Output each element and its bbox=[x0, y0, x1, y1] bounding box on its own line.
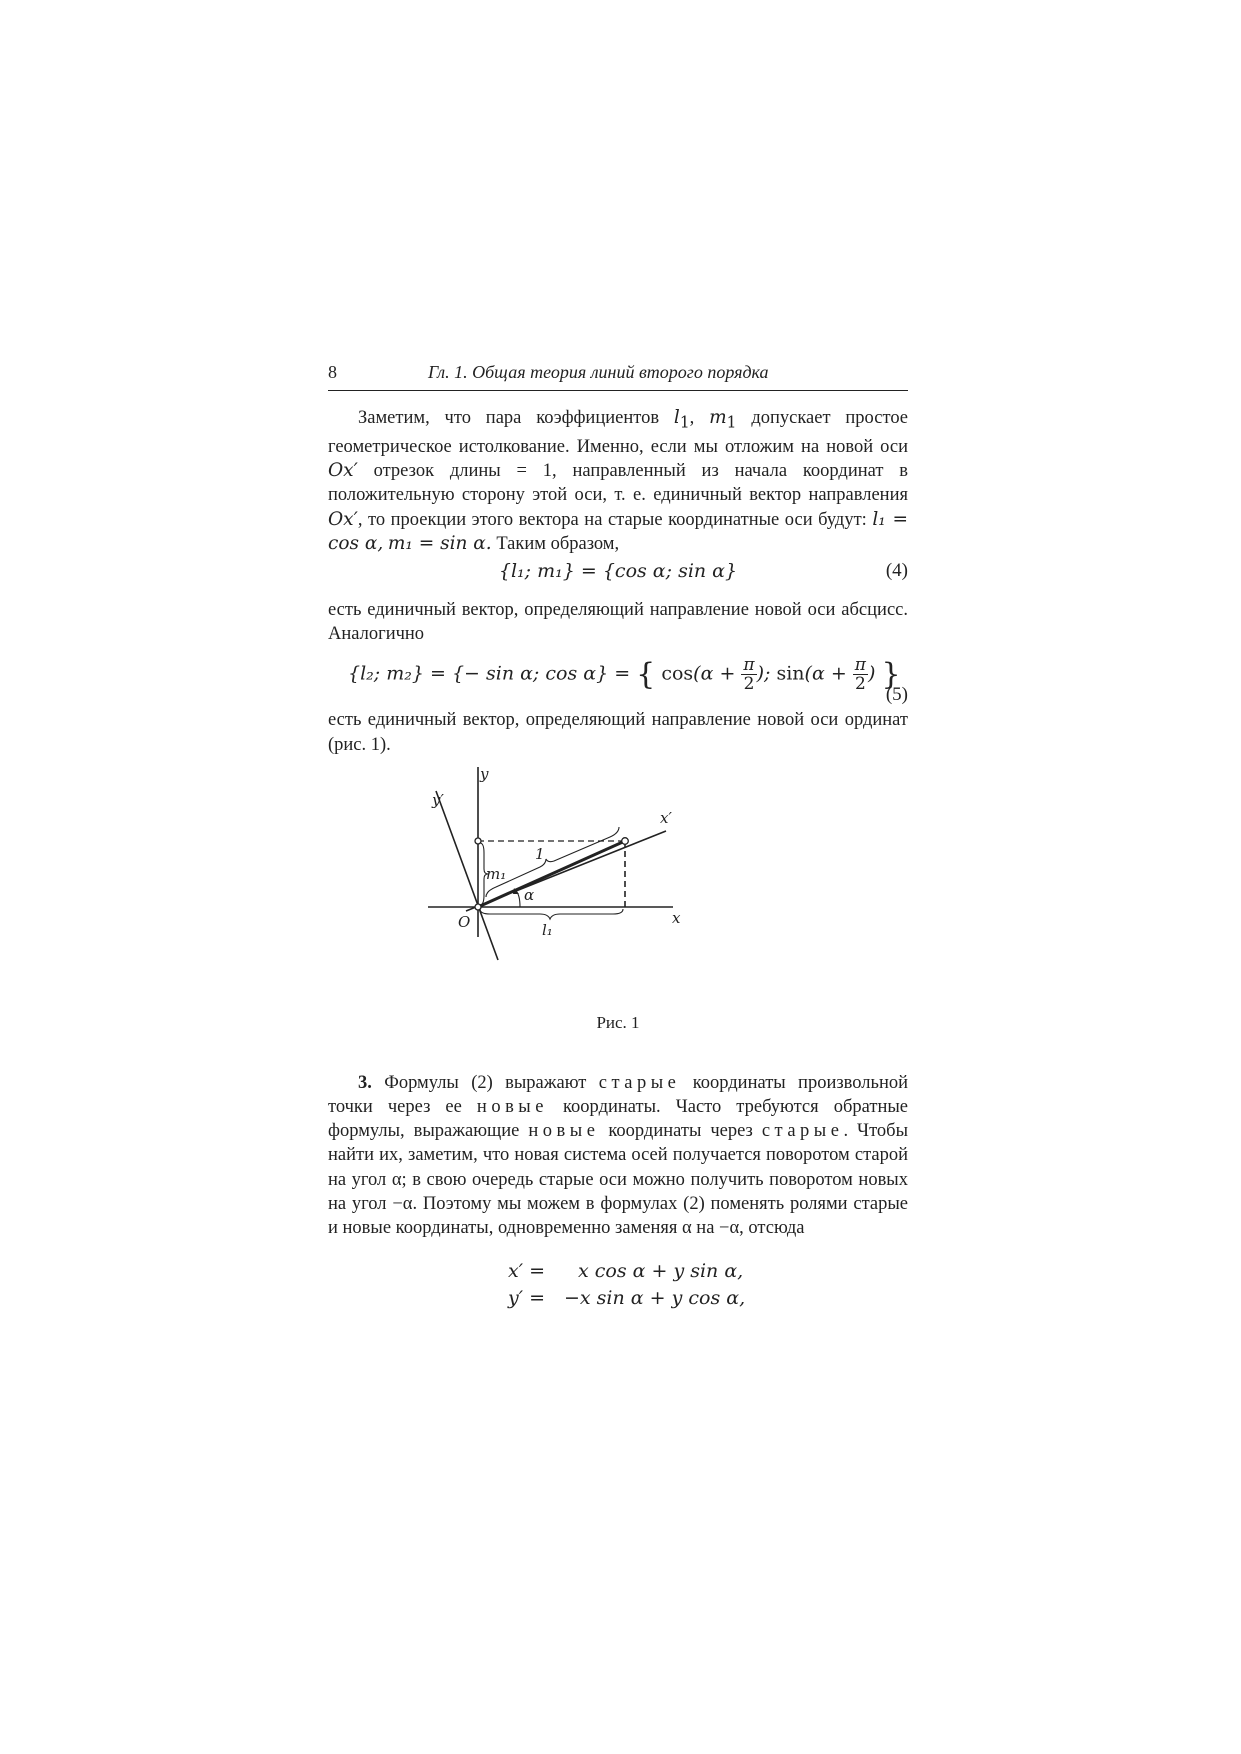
equation-4-body: {l₁; m₁} = {cos α; sin α} bbox=[498, 559, 738, 582]
text-run: Таким образом, bbox=[491, 533, 620, 554]
equation-x-prime: x′ = x cos α + y sin α, bbox=[508, 1260, 744, 1283]
symbol-ox-prime: Ox′ bbox=[328, 508, 358, 530]
equation-5-body: {l₂; m₂} = {− sin α; cos α} = { cos(α + $\frac{\pi}{2}$ ); sin(α + $\frac{\pi}{2}$ ) } bbox=[348, 655, 901, 695]
emphasis-word: старые bbox=[598, 1072, 681, 1093]
label-origin: O bbox=[458, 912, 471, 931]
paragraph-abscissa: есть единичный вектор, определяющий направление новой оси абсцисс. Аналогично bbox=[328, 599, 908, 645]
brace-l1 bbox=[480, 909, 623, 919]
emphasis-word: новые bbox=[528, 1121, 600, 1142]
label-x-prime: x′ bbox=[660, 808, 672, 827]
emphasis-word: новые bbox=[476, 1096, 548, 1117]
paragraph-projections bbox=[328, 406, 908, 556]
brace-one bbox=[486, 827, 619, 897]
paragraph-section-3 bbox=[328, 1071, 908, 1240]
emphasis-word: старые bbox=[761, 1121, 844, 1142]
formula-m1-sin: m₁ = sin α. bbox=[387, 532, 492, 554]
page-number: 8 bbox=[328, 362, 337, 382]
label-y: y bbox=[480, 764, 489, 783]
label-l1: l₁ bbox=[542, 920, 553, 939]
text-run: Заметим, что пара коэффициентов bbox=[358, 408, 674, 428]
text-run: допускает простое геометрическое истолкование. Именно, если мы отложим на новой оси bbox=[328, 408, 909, 457]
equation-4-number: (4) bbox=[885, 559, 908, 581]
text-run: координаты. Часто требуются обратные формулы, выражающие bbox=[328, 1096, 908, 1142]
paragraph-ordinate: есть единичный вектор, определяющий направление новой оси ординат (рис. 1). bbox=[328, 710, 908, 755]
equation-4 bbox=[328, 556, 908, 588]
label-y-prime: y′ bbox=[432, 790, 444, 809]
figure-1-diagram bbox=[328, 757, 908, 1007]
formula-l1-cos: l₁ = cos α, bbox=[328, 508, 908, 554]
text-run: координаты через bbox=[599, 1121, 762, 1142]
text-run: . Чтобы найти их, заметим, что новая система осей получается поворотом старой на угол α; в свою очередь старые оси можно получить поворотом новых на угол −α. Поэтому мы можем в формулах (2) поменять ролями старые и новые координаты, одновременно заменяя α на −α, отсюда bbox=[328, 1121, 908, 1238]
text-run: , bbox=[689, 408, 710, 428]
text-run: Формулы (2) выражают bbox=[371, 1072, 599, 1093]
equation-5-number: (5) bbox=[885, 684, 908, 706]
section-number: 3. bbox=[358, 1072, 372, 1093]
symbol-ox-prime: Ox′ bbox=[328, 460, 358, 482]
symbol-l1: $l_1$ bbox=[673, 407, 690, 432]
label-one: 1 bbox=[535, 844, 545, 863]
equation-5 bbox=[328, 646, 908, 708]
point-vector-end bbox=[622, 837, 629, 844]
symbol-m1: $m_1$ bbox=[709, 407, 737, 432]
label-alpha: α bbox=[524, 885, 535, 904]
figure-caption: Рис. 1 bbox=[596, 1012, 640, 1032]
equation-y-prime: y′ = −x sin α + y cos α, bbox=[508, 1287, 746, 1310]
text-run: координаты произвольной точки через ее bbox=[328, 1072, 908, 1117]
text-run: отрезок длины = 1, направленный из начала координат в положительную сторону этой оси, т. е. единичный вектор направления bbox=[328, 461, 908, 506]
figure-1 bbox=[328, 757, 908, 1032]
running-header bbox=[328, 360, 908, 391]
equation-system bbox=[328, 1258, 908, 1312]
chapter-title: Гл. 1. Общая теория линий второго порядка bbox=[428, 362, 769, 382]
text-run: , то проекции этого вектора на старые координатные оси будут: bbox=[357, 509, 873, 530]
page bbox=[328, 360, 908, 1312]
label-x: x bbox=[672, 908, 681, 927]
label-m1: m₁ bbox=[486, 864, 507, 883]
